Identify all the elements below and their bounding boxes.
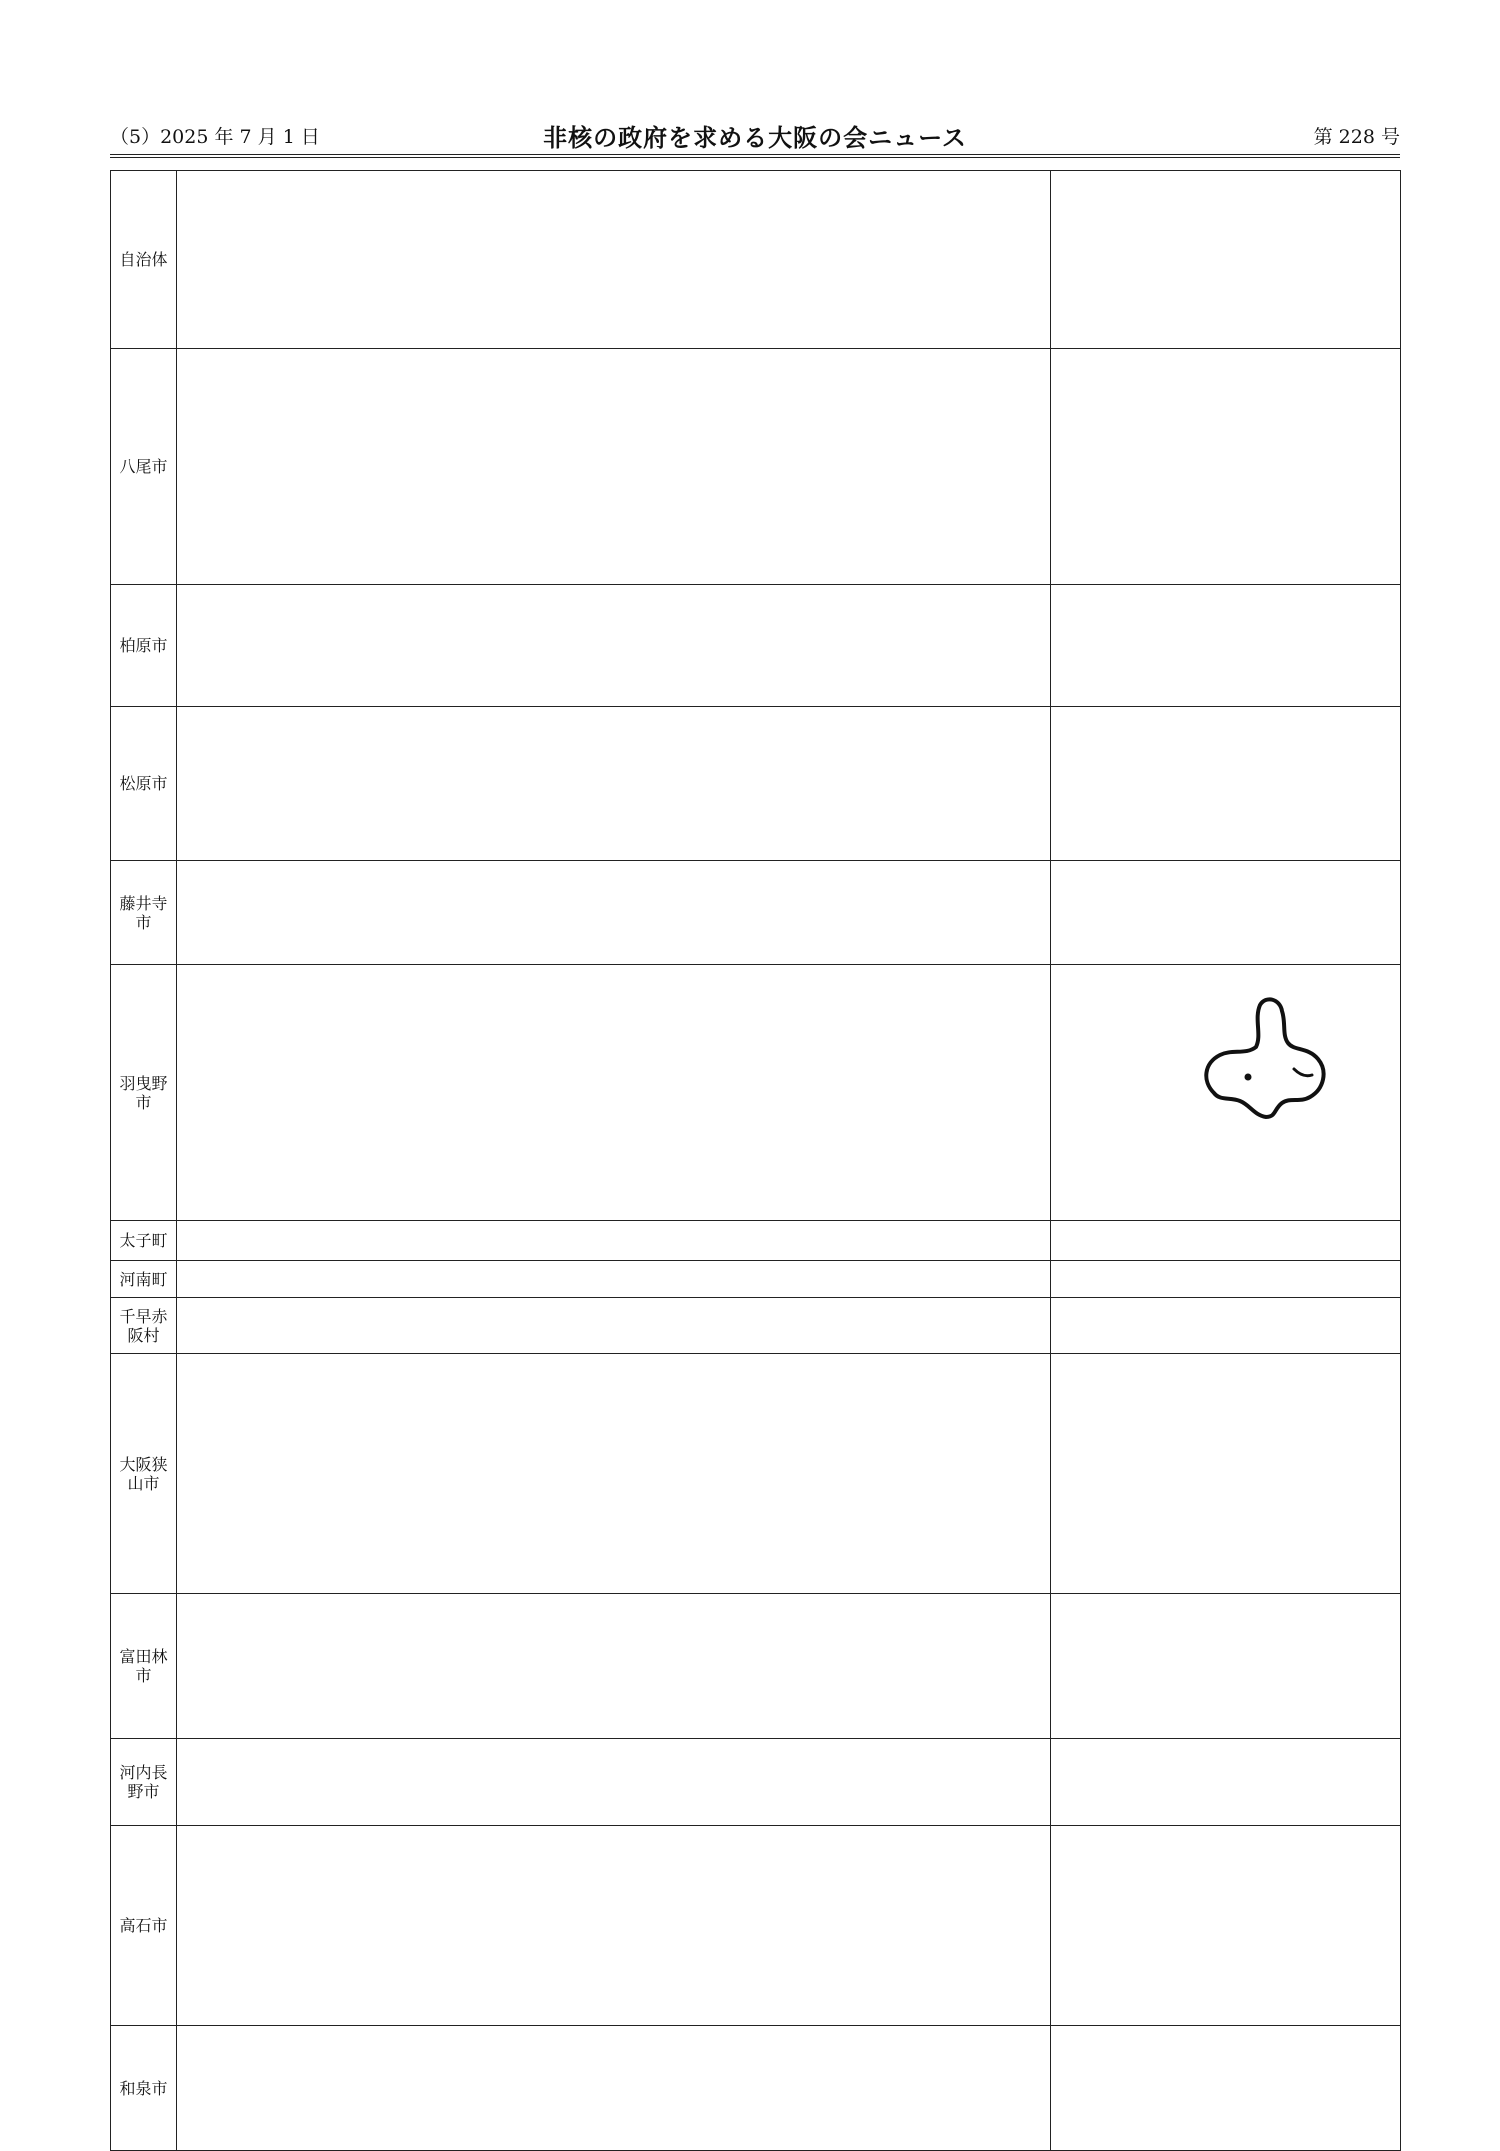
table-row — [111, 861, 1401, 965]
municipality-name: 和泉市 — [111, 2026, 177, 2151]
measures-cell — [177, 1739, 1051, 1826]
municipality-name: 千早赤阪村 — [111, 1298, 177, 1354]
table-row — [111, 707, 1401, 861]
measures-cell — [177, 707, 1051, 861]
table-row — [111, 349, 1401, 585]
hibakusha-cell — [1051, 171, 1401, 349]
table-row — [111, 1298, 1401, 1354]
hibakusha-cell — [1051, 1298, 1401, 1354]
measures-cell — [177, 585, 1051, 707]
table-row — [111, 585, 1401, 707]
hibakusha-cell — [1051, 1354, 1401, 1594]
measures-cell — [177, 1221, 1051, 1261]
measures-cell — [177, 349, 1051, 585]
measures-cell — [177, 1594, 1051, 1739]
municipality-name: 富田林市 — [111, 1594, 177, 1739]
measures-cell — [177, 1826, 1051, 2026]
hibakusha-cell — [1051, 349, 1401, 585]
hibakusha-cell — [1051, 585, 1401, 707]
municipality-table — [110, 170, 1401, 2151]
table-row — [111, 1826, 1401, 2026]
table-row — [111, 1354, 1401, 1594]
page-header — [110, 118, 1400, 158]
hibakusha-cell — [1051, 861, 1401, 965]
dove-icon — [1190, 985, 1340, 1120]
table-row — [111, 1221, 1401, 1261]
municipality-name: 大阪狭山市 — [111, 1354, 177, 1594]
municipality-name: 柏原市 — [111, 585, 177, 707]
municipality-name: 太子町 — [111, 1221, 177, 1261]
measures-cell — [177, 861, 1051, 965]
measures-cell — [177, 965, 1051, 1221]
table-row — [111, 1739, 1401, 1826]
table-row — [111, 171, 1401, 349]
municipality-name: 羽曳野市 — [111, 965, 177, 1221]
hibakusha-cell — [1051, 1739, 1401, 1826]
municipality-name: 河南町 — [111, 1261, 177, 1298]
municipality-name: 藤井寺市 — [111, 861, 177, 965]
hibakusha-cell — [1051, 1221, 1401, 1261]
hibakusha-cell — [1051, 1594, 1401, 1739]
measures-cell — [177, 1298, 1051, 1354]
hibakusha-cell — [1051, 1261, 1401, 1298]
measures-cell — [177, 171, 1051, 349]
hibakusha-cell — [1051, 1826, 1401, 2026]
measures-cell — [177, 1261, 1051, 1298]
measures-cell — [177, 2026, 1051, 2151]
municipality-name: 八尾市 — [111, 349, 177, 585]
municipality-name: 自治体 — [111, 171, 177, 349]
paper-title: 非核の政府を求める大阪の会ニュース — [543, 124, 967, 152]
hibakusha-cell — [1051, 2026, 1401, 2151]
table-row — [111, 2026, 1401, 2151]
table-row — [111, 1594, 1401, 1739]
municipality-name: 高石市 — [111, 1826, 177, 2026]
measures-cell — [177, 1354, 1051, 1594]
hibakusha-cell — [1051, 707, 1401, 861]
municipality-name: 松原市 — [111, 707, 177, 861]
municipality-name: 河内長野市 — [111, 1739, 177, 1826]
table-row — [111, 1261, 1401, 1298]
issue-date: （5）2025 年 7 月 1 日 — [110, 126, 320, 148]
issue-number: 第 228 号 — [1313, 126, 1400, 148]
